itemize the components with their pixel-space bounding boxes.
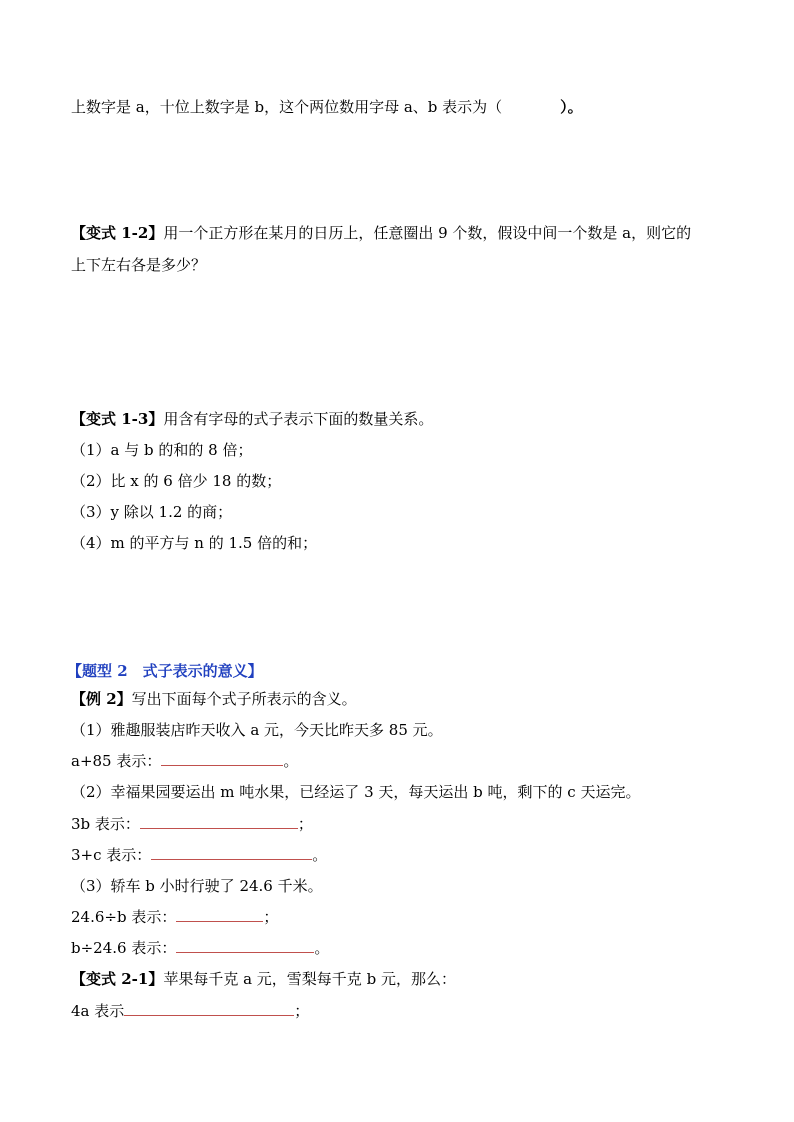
answer-line: b÷24.6 表示： 。 bbox=[71, 939, 330, 957]
variant-1-2: 【变式 1-2】用一个正方形在某月的日历上，任意圈出 9 个数，假设中间一个数是 a，则它的 bbox=[71, 224, 692, 242]
answer-blank[interactable] bbox=[124, 1001, 294, 1016]
variant-1-2-cont: 上下左右各是多少？ bbox=[71, 256, 207, 274]
answer-blank[interactable] bbox=[176, 907, 263, 922]
question-1: （1）雅趣服装店昨天收入 a 元，今天比昨天多 85 元。 bbox=[71, 721, 443, 739]
answer-line: 3b 表示： ； bbox=[71, 815, 313, 833]
answer-line: 24.6÷b 表示： ； bbox=[71, 908, 279, 926]
list-item: （1）a 与 b 的和的 8 倍； bbox=[71, 441, 253, 459]
variant-1-3: 【变式 1-3】用含有字母的式子表示下面的数量关系。 bbox=[71, 410, 434, 428]
list-item: （2）比 x 的 6 倍少 18 的数； bbox=[71, 472, 282, 490]
answer-line: 4a 表示 ； bbox=[71, 1002, 310, 1020]
answer-line: a+85 表示： 。 bbox=[71, 752, 299, 770]
section-title: 【题型 2 式子表示的意义】 bbox=[67, 662, 263, 680]
answer-line: 3+c 表示： 。 bbox=[71, 846, 328, 864]
answer-blank[interactable] bbox=[140, 814, 298, 829]
variant-2-1: 【变式 2-1】苹果每千克 a 元，雪梨每千克 b 元，那么： bbox=[71, 970, 456, 988]
question-2: （2）幸福果园要运出 m 吨水果，已经运了 3 天，每天运出 b 吨，剩下的 c 天运完。 bbox=[71, 783, 641, 801]
question-line-1: 上数字是 a，十位上数字是 b，这个两位数用字母 a、b 表示为（ ）。 bbox=[71, 98, 583, 116]
answer-blank[interactable] bbox=[176, 938, 314, 953]
question-3: （3）轿车 b 小时行驶了 24.6 千米。 bbox=[71, 877, 323, 895]
variant-tag: 【变式 2-1】 bbox=[71, 970, 164, 988]
example-2: 【例 2】写出下面每个式子所表示的含义。 bbox=[71, 690, 357, 708]
answer-blank[interactable] bbox=[151, 845, 312, 860]
list-item: （4）m 的平方与 n 的 1.5 倍的和； bbox=[71, 534, 318, 552]
answer-blank[interactable] bbox=[161, 751, 283, 766]
variant-tag: 【变式 1-2】 bbox=[71, 224, 164, 242]
variant-tag: 【变式 1-3】 bbox=[71, 410, 164, 428]
example-tag: 【例 2】 bbox=[71, 690, 132, 708]
list-item: （3）y 除以 1.2 的商； bbox=[71, 503, 233, 521]
